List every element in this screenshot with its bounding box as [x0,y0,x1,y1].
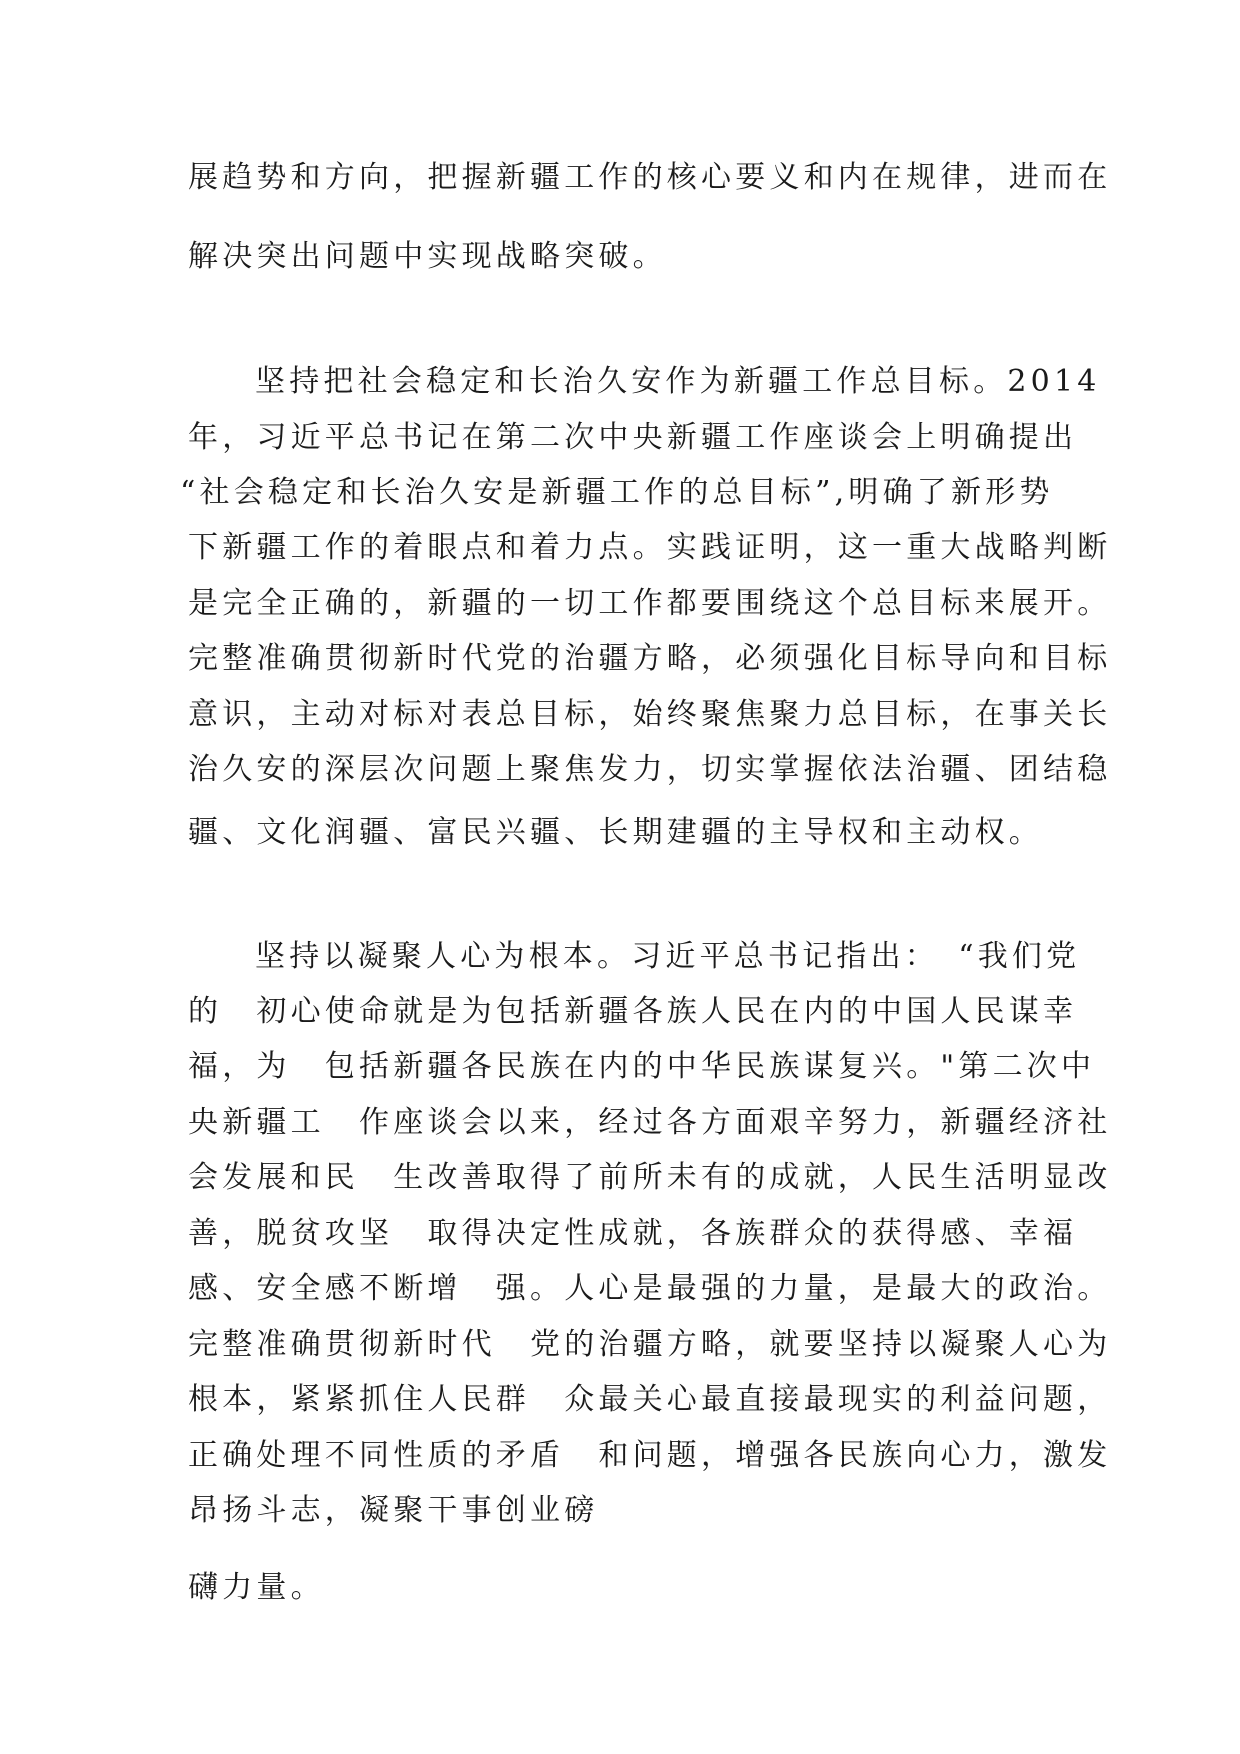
paragraph-2-line-6: 完整准确贯彻新时代党的治疆方略，必须强化目标导向和目标 [188,641,1112,676]
paragraph-2-line-2: 年，习近平总书记在第二次中央新疆工作座谈会上明确提出 [188,420,1078,455]
paragraph-3-line-1: 坚持以凝聚人心为根本。习近平总书记指出： “我们党 [255,939,1081,974]
paragraph-2-line-8: 治久安的深层次问题上聚焦发力，切实掌握依法治疆、团结稳 [188,752,1112,787]
paragraph-3-line-7: 感、安全感不断增 强。人心是最强的力量，是最大的政治。 [188,1271,1112,1306]
paragraph-3-line-2: 的 初心使命就是为包括新疆各族人民在内的中国人民谋幸 [188,994,1078,1029]
paragraph-2-line-4: 下新疆工作的着眼点和着力点。实践证明，这一重大战略判断 [188,530,1112,565]
paragraph-1-line-2: 解决突出问题中实现战略突破。 [188,239,667,274]
paragraph-2-line-1: 坚持把社会稳定和长治久安作为新疆工作总目标。2014 [255,364,1101,399]
paragraph-3-line-9: 根本，紧紧抓住人民群 众最关心最直接最现实的利益问题， [188,1382,1112,1417]
paragraph-2-line-5: 是完全正确的，新疆的一切工作都要围绕这个总目标来展开。 [188,586,1112,621]
paragraph-3-line-4: 央新疆工 作座谈会以来，经过各方面艰辛努力，新疆经济社 [188,1105,1112,1140]
paragraph-3-line-11: 昂扬斗志，凝聚干事创业磅 [188,1493,599,1528]
paragraph-3-line-10: 正确处理不同性质的矛盾 和问题，增强各民族向心力，激发 [188,1438,1112,1473]
paragraph-2-line-3: “社会稳定和长治久安是新疆工作的总目标”,明确了新形势 [180,475,1054,510]
paragraph-3-line-8: 完整准确贯彻新时代 党的治疆方略，就要坚持以凝聚人心为 [188,1327,1112,1362]
paragraph-3-line-12: 礴力量。 [188,1570,325,1605]
paragraph-1-line-1: 展趋势和方向，把握新疆工作的核心要义和内在规律，进而在 [188,160,1112,195]
paragraph-2-line-9: 疆、文化润疆、富民兴疆、长期建疆的主导权和主动权。 [188,815,1043,850]
paragraph-3-line-5: 会发展和民 生改善取得了前所未有的成就，人民生活明显改 [188,1160,1112,1195]
paragraph-3-line-6: 善，脱贫攻坚 取得决定性成就，各族群众的获得感、幸福 [188,1216,1078,1251]
paragraph-3-line-3: 福，为 包括新疆各民族在内的中华民族谋复兴。"第二次中 [188,1049,1096,1084]
paragraph-2-line-7: 意识，主动对标对表总目标，始终聚焦聚力总目标，在事关长 [188,697,1112,732]
